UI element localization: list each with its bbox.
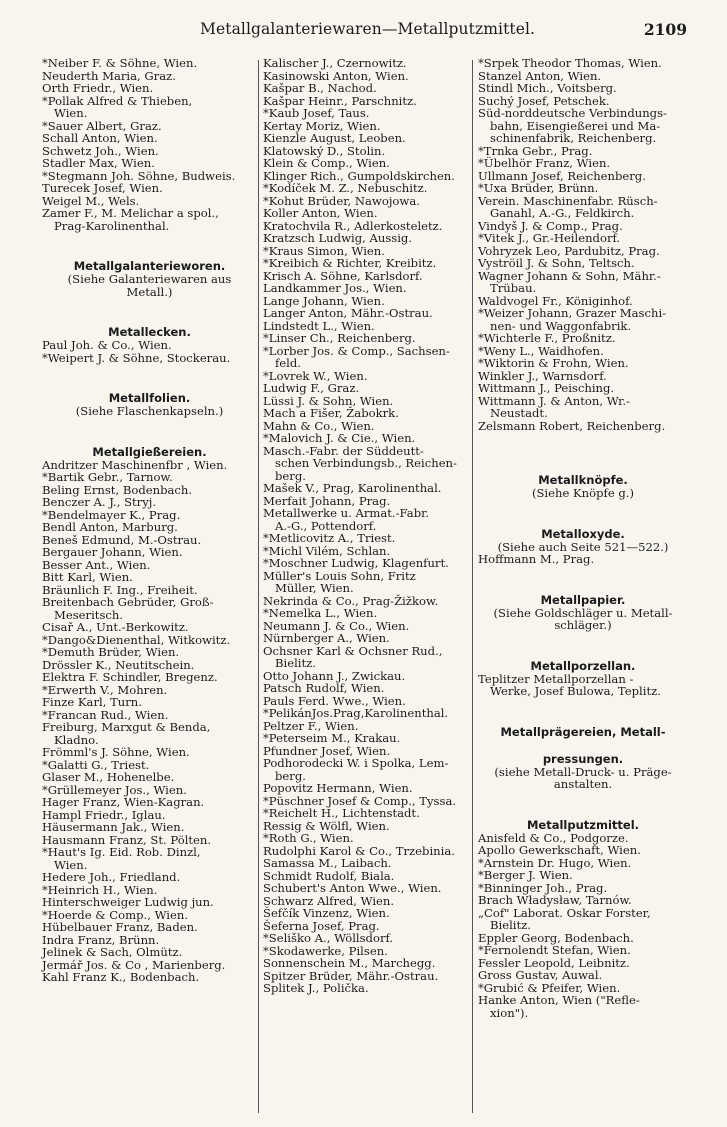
directory-entry: *Sauer Albert, Graz. (42, 118, 162, 133)
directory-entry: Sonnenschein M., Marchegg. (263, 956, 436, 970)
directory-entry: Mach a Fišer, Žabokrk. (263, 406, 399, 420)
spacer (42, 232, 257, 246)
directory-entry: Šeferna Josef, Prag. (263, 918, 380, 933)
directory-entry: *Berger J. Wien. (478, 868, 573, 882)
directory-entry: *Uxa Brüder, Brünn. (478, 181, 599, 195)
directory-entry: *PelikánJos.Prag,Karolinenthal. (263, 706, 449, 720)
directory-entry: Stindl Mich., Voitsberg. (478, 81, 617, 95)
directory-entry: Suchý Josef, Petschek. (478, 93, 610, 108)
directory-entry: Hedere Joh., Friedland. (42, 870, 181, 884)
cross-reference-note: schläger.) (554, 618, 612, 632)
directory-entry: Beling Ernst, Bodenbach. (42, 482, 193, 497)
directory-entry: Gross Gustav, Auwal. (478, 968, 603, 982)
entry-continuation: berg. (275, 468, 306, 483)
cross-reference-note: (Siehe Goldschläger u. Metall- (493, 605, 673, 620)
entry-continuation: Müller, Wien. (275, 581, 354, 595)
entry-continuation: xion"). (490, 1005, 529, 1020)
directory-entry: Vohryzek Leo, Pardubitz, Prag. (478, 243, 660, 258)
directory-entry: Stanzel Anton, Wien. (478, 68, 602, 83)
directory-entry: *Bartik Gebr., Tarnow. (42, 470, 173, 484)
directory-entry: *Wichterle F., Proßnitz. (478, 331, 616, 345)
directory-entry: „Cof" Laborat. Oskar Forster, (478, 905, 651, 920)
directory-entry: Kahl Franz K., Bodenbach. (42, 970, 200, 984)
directory-entry: Teplitzer Metallporzellan - (478, 671, 634, 686)
directory-entry: Glaser M., Hohenelbe. (42, 770, 175, 784)
directory-entry: Kienzle August, Leoben. (263, 131, 406, 145)
directory-entry: Kašpar B., Nachod. (263, 81, 377, 95)
directory-entry: *Trnka Gebr., Prag. (478, 143, 593, 158)
section-heading: Metallporzellan. (530, 658, 636, 673)
directory-entry: Ullmann Josef, Reichenberg. (478, 168, 646, 183)
directory-entry: Merfait Johann, Prag. (263, 493, 391, 508)
directory-entry: *Haut's Ig. Eid. Rob. Dinzl, (42, 845, 201, 859)
directory-entry: *Kraus Simon, Wien. (263, 243, 385, 258)
entry-continuation: Meseritsch. (54, 607, 124, 622)
directory-entry: Šefčík Vinzenz, Wien. (263, 906, 390, 920)
directory-entry: Rudolphi Karol & Co., Trzebinia. (263, 843, 455, 858)
directory-entry: Orth Friedr., Wien. (42, 81, 154, 95)
directory-entry: *Malovich J. & Cie., Wien. (263, 431, 416, 445)
directory-entry: *Weipert J. & Söhne, Stockerau. (42, 350, 231, 365)
directory-entry: Hinterschweiger Ludwig jun. (42, 895, 214, 909)
section-heading: Metallknöpfe. (538, 473, 628, 487)
column-right (478, 57, 688, 1019)
cross-reference-note: anstalten. (553, 777, 613, 791)
directory-entry: Süd-norddeutsche Verbindungs- (478, 106, 667, 120)
directory-entry: Nekrinda & Co., Prag-Žižkow. (263, 593, 439, 608)
directory-entry: *Peterseim M., Krakau. (263, 731, 401, 745)
section-heading: Metallecken. (108, 325, 191, 339)
directory-entry: Patsch Rudolf, Wien. (263, 681, 385, 695)
page-title: Metallgalanteriewaren—Metallputzmittel. (200, 20, 536, 38)
directory-entry: Lange Johann, Wien. (263, 293, 385, 308)
directory-entry: Weigel M., Wels. (42, 193, 140, 208)
spacer (478, 698, 688, 712)
entry-continuation: Ganahl, A.-G., Feldkirch. (490, 206, 635, 220)
spacer (42, 418, 257, 432)
cross-reference-note: (Siehe Flaschenkapseln.) (75, 404, 224, 418)
directory-entry: Müller's Louis Sohn, Fritz (263, 568, 416, 583)
entry-continuation: nen- und Waggonfabrik. (490, 318, 632, 333)
directory-entry: *Roth G., Wien. (263, 831, 354, 845)
section-heading: Metallputzmittel. (526, 817, 640, 832)
directory-entry: *Metlicovitz A., Triest. (263, 531, 396, 545)
directory-entry: *Srpek Theodor Thomas, Wien. (478, 56, 662, 70)
directory-entry: Kalischer J., Czernowitz. (263, 56, 407, 70)
directory-entry: Jelinek & Sach, Olmütz. (42, 945, 183, 959)
directory-entry: Schmidt Rudolf, Biala. (263, 868, 395, 883)
cross-reference-note: (Siehe auch Seite 521—522.) (497, 539, 669, 554)
directory-entry: Apollo Gewerkschaft, Wien. (478, 843, 641, 857)
directory-entry: *Neiber F. & Söhne, Wien. (42, 56, 198, 70)
directory-entry: Hanke Anton, Wien ("Refle- (478, 993, 640, 1007)
directory-entry: *Francan Rud., Wien. (42, 707, 169, 722)
directory-entry: Hübelbauer Franz, Baden. (42, 920, 198, 934)
cross-reference-note: Metall.) (126, 284, 173, 299)
directory-entry: Cisař A., Unt.-Berkowitz. (42, 620, 189, 634)
directory-entry: Metallwerke u. Armat.-Fabr. (263, 506, 430, 520)
directory-entry: Kratochvila R., Adlerkosteletz. (263, 218, 443, 233)
directory-entry: Spitzer Brüder, Mähr.-Ostrau. (263, 968, 439, 983)
column-divider (258, 60, 259, 1113)
directory-entry: *Kreibich & Richter, Kreibitz. (263, 256, 437, 270)
entry-continuation: Bielitz. (275, 656, 316, 670)
directory-entry: *Übelhör Franz, Wien. (478, 156, 611, 170)
directory-entry: Brach Władysław, Tarnów. (478, 893, 632, 907)
spacer (478, 632, 688, 646)
directory-entry: *Vitek J., Gr.-Heilendorf. (478, 231, 621, 245)
directory-entry: Mahn & Co., Wien. (263, 418, 375, 433)
directory-entry: *Demuth Brüder, Wien. (42, 645, 180, 659)
section-heading: pressungen. (542, 751, 624, 766)
directory-entry: Klein & Comp., Wien. (263, 156, 390, 170)
directory-entry: *Michl Vilém, Schlan. (263, 543, 391, 558)
section-heading: Metallgalanterieworen. (73, 259, 226, 273)
directory-entry: *Dango&Dienenthal, Witkowitz. (42, 632, 231, 647)
directory-entry: Hausmann Franz, St. Pölten. (42, 832, 212, 847)
directory-entry: Hampl Friedr., Iglau. (42, 807, 166, 822)
directory-entry: Schubert's Anton Wwe., Wien. (263, 881, 442, 895)
directory-entry: *Heinrich H., Wien. (42, 882, 158, 897)
directory-entry: *Fernolendt Stefan, Wien. (478, 943, 631, 957)
directory-entry: *Reichelt H., Lichtenstadt. (263, 806, 420, 820)
directory-entry: *Arnstein Dr. Hugo, Wien. (478, 855, 632, 870)
directory-entry: *Bendelmayer K., Prag. (42, 507, 181, 522)
directory-entry: Kašpar Heinr., Parschnitz. (263, 93, 417, 108)
directory-entry: Bendl Anton, Marburg. (42, 520, 178, 534)
directory-entry: Finze Karl, Turn. (42, 695, 142, 709)
directory-entry: Ressig & Wölfl, Wien. (263, 818, 390, 833)
directory-entry: Paul Joh. & Co., Wien. (42, 338, 172, 352)
directory-entry: Fessler Leopold, Leibnitz. (478, 955, 630, 970)
entry-continuation: Kladno. (54, 732, 99, 747)
directory-entry: Turecek Josef, Wien. (42, 181, 163, 195)
directory-entry: Kratzsch Ludwig, Aussig. (263, 231, 413, 245)
directory-entry: *Pollak Alfred & Thieben, (42, 93, 193, 108)
directory-entry: Hoffmann M., Prag. (478, 552, 595, 566)
directory-entry: Vyströil J. & Sohn, Teltsch. (478, 256, 635, 270)
spacer (478, 566, 688, 580)
column-left (42, 57, 257, 984)
entry-continuation: Wien. (54, 857, 88, 872)
directory-entry: *Kohut Brüder, Nawojowa. (263, 193, 420, 208)
directory-entry: Bitt Karl, Wien. (42, 570, 133, 584)
entry-continuation: berg. (275, 768, 306, 783)
directory-entry: Neuderth Maria, Graz. (42, 68, 176, 83)
directory-entry: *Püschner Josef & Comp., Tyssa. (263, 793, 457, 808)
directory-entry: Koller Anton, Wien. (263, 206, 378, 220)
directory-entry: Neumann J. & Co., Wien. (263, 618, 410, 633)
directory-entry: Eppler Georg, Bodenbach. (478, 930, 634, 945)
directory-entry: Vindyš J. & Comp., Prag. (478, 218, 623, 233)
entry-continuation: schinenfabrik, Reichenberg. (490, 131, 657, 145)
directory-entry: Schall Anton, Wien. (42, 131, 158, 145)
directory-entry: Popovitz Hermann, Wien. (263, 781, 413, 795)
directory-entry: *Kodíček M. Z., Nebuschitz. (263, 181, 428, 195)
directory-entry: *Weny L., Waidhofen. (478, 343, 604, 358)
directory-entry: Wittmann J., Peisching. (478, 381, 615, 395)
spacer (42, 298, 257, 312)
directory-entry: Masch.-Fabr. der Süddeutt- (263, 443, 424, 458)
cross-reference-note: (siehe Metall-Druck- u. Präge- (494, 764, 672, 779)
directory-entry: *Moschner Ludwig, Klagenfurt. (263, 556, 449, 570)
directory-entry: *Galatti G., Triest. (42, 757, 150, 772)
directory-entry: Otto Johann J., Zwickau. (263, 668, 406, 683)
directory-entry: Hager Franz, Wien-Kagran. (42, 795, 205, 809)
directory-entry: Wagner Johann & Sohn, Mähr.- (478, 268, 661, 283)
entry-continuation: Bielitz. (490, 918, 531, 932)
directory-entry: *Seliško A., Wöllsdorf. (263, 931, 394, 945)
directory-entry: Stadler Max, Wien. (42, 156, 155, 170)
directory-entry: Drössler K., Neutitschein. (42, 657, 195, 672)
directory-entry: Landkammer Jos., Wien. (263, 281, 407, 295)
directory-entry: Beneš Edmund, M.-Ostrau. (42, 532, 202, 547)
directory-entry: *Nemelka L., Wien. (263, 606, 378, 620)
directory-entry: *Binninger Joh., Prag. (478, 880, 608, 895)
spacer (478, 446, 688, 460)
directory-entry: *Stegmann Joh. Söhne, Budweis. (42, 168, 236, 183)
directory-entry: Jermář Jos. & Co , Marienberg. (42, 957, 226, 972)
directory-entry: Schwetz Joh., Wien. (42, 143, 159, 158)
directory-entry: Besser Ant., Wien. (42, 557, 151, 572)
directory-entry: *Kaub Josef, Taus. (263, 106, 370, 120)
directory-entry: Zelsmann Robert, Reichenberg. (478, 418, 666, 433)
directory-entry: Freiburg, Marxgut & Benda, (42, 720, 211, 734)
directory-entry: Benczer A. J., Stryj. (42, 495, 157, 509)
directory-entry: Ochsner Karl & Ochsner Rud., (263, 643, 443, 658)
directory-entry: Krisch A. Söhne, Karlsdorf. (263, 268, 423, 283)
directory-entry: Podhorodecki W. i Spolka, Lem- (263, 756, 449, 770)
directory-entry: Klatowský D., Stolin. (263, 143, 386, 158)
directory-entry: *Grubić & Pfeifer, Wien. (478, 980, 621, 995)
directory-entry: Anisfeld & Co., Podgorze. (478, 830, 629, 845)
entry-continuation: feld. (275, 356, 301, 370)
directory-entry: *Grüllemeyer Jos., Wien. (42, 782, 187, 797)
directory-entry: Nürnberger A., Wien. (263, 631, 390, 645)
section-heading: Metallpapier. (540, 592, 626, 607)
section-heading: Metallprägereien, Metall- (500, 724, 666, 739)
spacer (478, 432, 688, 446)
entry-continuation: Wien. (54, 106, 88, 120)
directory-entry: Klinger Rich., Gumpoldskirchen. (263, 168, 455, 183)
entry-continuation: A.-G., Pottendorf. (275, 518, 377, 533)
entry-continuation: schen Verbindungsb., Reichen- (275, 456, 457, 470)
directory-entry: Wittmann J. & Anton, Wr.- (478, 393, 630, 408)
directory-entry: Lüssi J. & Sohn, Wien. (263, 393, 394, 408)
directory-entry: *Lovrek W., Wien. (263, 368, 368, 383)
directory-entry: *Weizer Johann, Grazer Maschi- (478, 306, 667, 320)
directory-entry: *Linser Ch., Reichenberg. (263, 331, 416, 345)
directory-entry: Frömml's J. Söhne, Wien. (42, 745, 190, 759)
directory-entry: Indra Franz, Brünn. (42, 932, 160, 947)
spacer (478, 500, 688, 514)
directory-entry: Mašek V., Prag, Karolinenthal. (263, 481, 442, 495)
section-heading: Metalloxyde. (541, 526, 625, 541)
directory-entry: Andritzer Maschinenfbr , Wien. (42, 457, 228, 472)
directory-entry: Verein. Maschinenfabr. Rüsch- (478, 193, 658, 208)
spacer (478, 791, 688, 805)
page-number: 2109 (643, 20, 687, 39)
entry-continuation: Werke, Josef Bulowa, Teplitz. (490, 684, 661, 698)
entry-continuation: Prag-Karolinenthal. (54, 218, 170, 233)
directory-entry: Winkler J., Warnsdorf. (478, 368, 607, 383)
directory-entry: *Lorber Jos. & Comp., Sachsen- (263, 343, 450, 358)
entry-continuation: Neustadt. (490, 406, 548, 420)
directory-entry: Pauls Ferd. Wwe., Wien. (263, 693, 406, 708)
entry-continuation: bahn, Eisengießerei und Ma- (490, 118, 661, 133)
directory-entry: Splitek J., Polička. (263, 981, 369, 995)
directory-entry: *Hoerde & Comp., Wien. (42, 907, 189, 922)
directory-entry: Ludwig F., Graz. (263, 381, 360, 395)
directory-entry: Zamer F., M. Melichar a spol., (42, 206, 219, 220)
directory-entry: Langer Anton, Mähr.-Ostrau. (263, 306, 433, 320)
cross-reference-note: (Siehe Knöpfe g.) (531, 486, 635, 500)
spacer (42, 364, 257, 378)
section-heading: Metallgießereien. (92, 444, 207, 459)
directory-entry: Kasinowski Anton, Wien. (263, 68, 409, 83)
cross-reference-note: (Siehe Galanteriewaren aus (67, 272, 232, 286)
directory-entry: *Wiktorin & Frohn, Wien. (478, 356, 629, 370)
directory-entry: Breitenbach Gebrüder, Groß- (42, 595, 214, 609)
section-heading: Metallfolien. (108, 391, 191, 405)
page-header (0, 20, 727, 46)
directory-entry: Elektra F. Schindler, Bregenz. (42, 670, 218, 684)
directory-entry: *Erwerth V., Mohren. (42, 682, 168, 697)
directory-entry: Schwarz Alfred, Wien. (263, 893, 395, 908)
directory-entry: Pfundner Josef, Wien. (263, 743, 391, 758)
directory-entry: Waldvogel Fr., Königinhof. (478, 293, 633, 308)
directory-entry: Lindstedt L., Wien. (263, 318, 375, 333)
directory-entry: Häusermann Jak., Wien. (42, 820, 185, 834)
directory-entry: Peltzer F., Wien. (263, 718, 359, 733)
directory-entry: Samassa M., Laibach. (263, 856, 392, 870)
column-divider (472, 60, 473, 1113)
entry-continuation: Trübau. (490, 281, 537, 295)
directory-entry: *Skodawerke, Pilsen. (263, 943, 388, 958)
directory-entry: Bergauer Johann, Wien. (42, 545, 183, 559)
column-middle (263, 57, 471, 995)
directory-entry: Bräunlich F. Ing., Freiheit. (42, 582, 198, 597)
directory-entry: Kertay Moriz, Wien. (263, 118, 381, 133)
